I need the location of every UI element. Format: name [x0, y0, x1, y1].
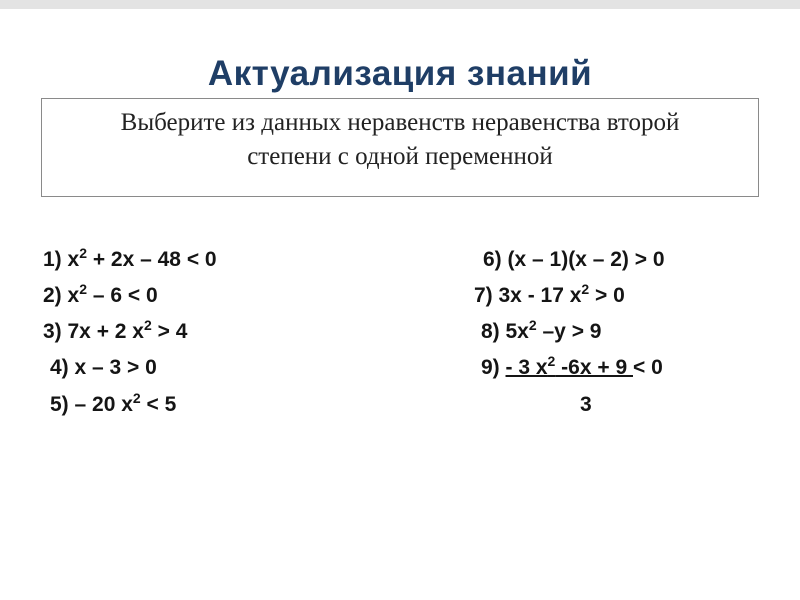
inequality-7-exp: 2 — [581, 281, 590, 297]
inequality-7 — [474, 283, 625, 309]
top-strip — [0, 0, 800, 9]
inequality-8-exp: 2 — [528, 317, 537, 333]
inequality-9-num-b: -6x + 9 — [555, 356, 633, 379]
inequality-8 — [481, 319, 601, 345]
inequality-7-a: 7) 3x - 17 x — [474, 284, 582, 307]
inequality-5-b: < 5 — [140, 393, 177, 416]
inequality-6-a: 6) (x – 1)(x – 2) > 0 — [483, 248, 665, 271]
inequality-9-num-a: - 3 x — [505, 356, 548, 379]
task-box — [41, 98, 759, 197]
inequality-2-a: 2) x — [43, 284, 80, 307]
inequality-8-a: 8) 5x — [481, 320, 529, 343]
inequality-2 — [43, 283, 158, 309]
inequality-3-a: 3) 7x + 2 x — [43, 320, 144, 343]
inequality-7-b: > 0 — [589, 284, 625, 307]
slide-title: Актуализация знаний — [207, 54, 593, 93]
task-line-1: Выберите из данных неравенств неравенства второй — [120, 109, 680, 136]
inequality-9-prefix: 9) — [481, 356, 506, 379]
task-line-2: степени с одной переменной — [247, 143, 553, 170]
inequality-2-exp: 2 — [79, 281, 87, 297]
inequality-4 — [50, 355, 157, 381]
inequality-1-b: + 2x – 48 < 0 — [86, 248, 217, 271]
inequality-9 — [481, 355, 663, 381]
inequality-9-denominator: 3 — [580, 393, 592, 416]
inequality-5 — [50, 392, 176, 418]
inequality-8-b: –y > 9 — [536, 320, 602, 343]
inequality-2-b: – 6 < 0 — [86, 284, 158, 307]
inequality-4-a: 4) x – 3 > 0 — [50, 356, 157, 379]
inequality-1-a: 1) x — [43, 248, 80, 271]
inequality-5-a: 5) – 20 x — [50, 393, 133, 416]
inequality-9-exp: 2 — [547, 353, 556, 369]
inequality-1 — [43, 247, 217, 273]
inequality-3-exp: 2 — [144, 317, 152, 333]
inequality-1-exp: 2 — [79, 245, 87, 261]
inequality-3 — [43, 319, 187, 345]
inequality-9-numerator — [505, 353, 633, 379]
inequality-5-exp: 2 — [132, 390, 141, 406]
inequality-6 — [483, 247, 665, 273]
inequality-3-b: > 4 — [151, 320, 188, 343]
task-text — [42, 106, 758, 174]
inequality-9-suffix: < 0 — [632, 356, 663, 379]
